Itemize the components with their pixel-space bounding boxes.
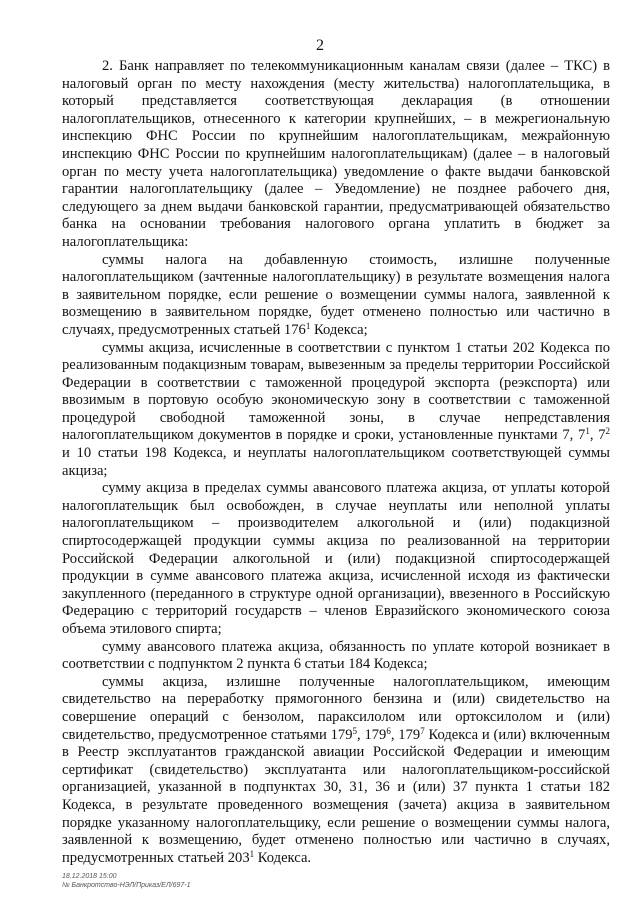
paragraph-excise-export [62, 340, 610, 481]
paragraph-text: , 179 [357, 726, 387, 743]
superscript: 6 [386, 725, 391, 736]
paragraph-text: суммы акциза, исчисленные в соответствии с пунктом 1 статьи 202 Кодекса по реализованным подакцизным товарам, вывезенным за пределы территории Российской Федерации в соответствии с таможенной процедурой экспорта (реэкспорта) или ввозимым в портовую особую экономическую зону в соответствии с таможенной процедурой свободной таможенной зоны, в случае непредставления налогоплательщиком документов в порядке и сроки, установленные пунктами 7, 7 [62, 339, 610, 444]
paragraph-excise-advance-limit: сумму акциза в пределах суммы авансового платежа акциза, от уплаты которой налогоплательщик был освобожден, в случае неуплаты или неполной уплаты налогоплательщиком – производителем алкогольной и (или) подакцизной спиртосодержащей продукции суммы акциза по реализованной на территории Российской Федерации алкогольной и (или) подакцизной спиртосодержащей продукции в сумме авансового платежа акциза, исчисленной исходя из фактически закупленного (переданного в структуре одной организации), ввезенного в Российскую Федерацию с территорий государств – членов Евразийского экономического союза объема этилового спирта; [62, 480, 610, 637]
footer-timestamp: 18.12.2018 15:00 [62, 873, 117, 880]
paragraph-excise-advance-payment: сумму авансового платежа акциза, обязанность по уплате которой возникает в соответствии с подпунктом 2 пункта 6 статьи 184 Кодекса; [62, 638, 610, 673]
paragraph-text: Кодекса и (или) включенным в Реестр эксплуатантов гражданской авиации Российской Федерации и имеющим сертификат (свидетельство) эксплуатанта или налогоплательщиком-российской организацией, указанной в подпунктах 30, 31, 36 и (или) 37 пункта 1 статьи 182 Кодекса, в результате проведенного возмещения (зачета) акциза в заявительном порядке указанному налогоплательщику, если решение о возмещении суммы налога, заявленной к возмещению, будет отменено полностью или частично в случаях, предусмотренных статьей 203 [62, 726, 611, 866]
document-body [62, 58, 610, 867]
paragraph-text: Кодекса. [254, 849, 312, 866]
page-number: 2 [316, 37, 324, 54]
paragraph-text: Кодекса; [310, 321, 368, 338]
paragraph-text: суммы акциза, излишне полученные налогоплательщиком, имеющим свидетельство на переработку прямогонного бензина и (или) свидетельство на совершение операций с бензолом, параксилолом или ортоксилолом и (или) свидетельство, предусмотренное статьями 179 [62, 673, 610, 743]
paragraph-text: , 179 [390, 726, 421, 743]
paragraph-text: суммы налога на добавленную стоимость, излишне полученные налогоплательщиком (зачтенные налогоплательщику) в результате возмещения налога в заявительном порядке, если решение о возмещении суммы налога, заявленной к возмещению в заявительном порядке, будет отменено полностью или частично в случаях, предусмотренных статьей 176 [62, 251, 610, 338]
paragraph-vat-amounts [62, 252, 610, 340]
superscript: 1 [249, 848, 255, 859]
superscript: 1 [305, 320, 311, 331]
superscript: 5 [352, 725, 357, 736]
paragraph-excise-refund [62, 674, 610, 868]
paragraph-text: и 10 статьи 198 Кодекса, и неуплаты налогоплательщиком соответствующей суммы акциза; [62, 445, 610, 479]
superscript: 2 [605, 426, 610, 437]
superscript: 1 [585, 426, 590, 437]
paragraph-text: , 7 [589, 427, 606, 444]
superscript: 7 [420, 725, 425, 736]
footer-document-code: № Банкротство-НЭЛ/Приказ/ЕЛ/697-1 [62, 882, 191, 889]
paragraph-bank-notification: 2. Банк направляет по телекоммуникационным каналам связи (далее – ТКС) в налоговый орган по месту нахождения (месту жительства) налогоплательщика, в который представляется соответствующая декларация (в отношении налогоплательщиков, отнесенного к категории крупнейших, – в межрегиональную инспекцию ФНС России по крупнейшим налогоплательщикам, межрайонную инспекцию ФНС России по крупнейшим налогоплательщикам) (далее – в налоговый орган по месту учета налогоплательщика) уведомление о факте выдачи банковской гарантии налогоплательщику (далее – Уведомление) не позднее рабочего дня, следующего за днем выдачи банковской гарантии, предусматривающей обязательство банка на основании требования налогового органа уплатить в бюджет за налогоплательщика: [62, 58, 610, 250]
document-footer [62, 872, 191, 890]
